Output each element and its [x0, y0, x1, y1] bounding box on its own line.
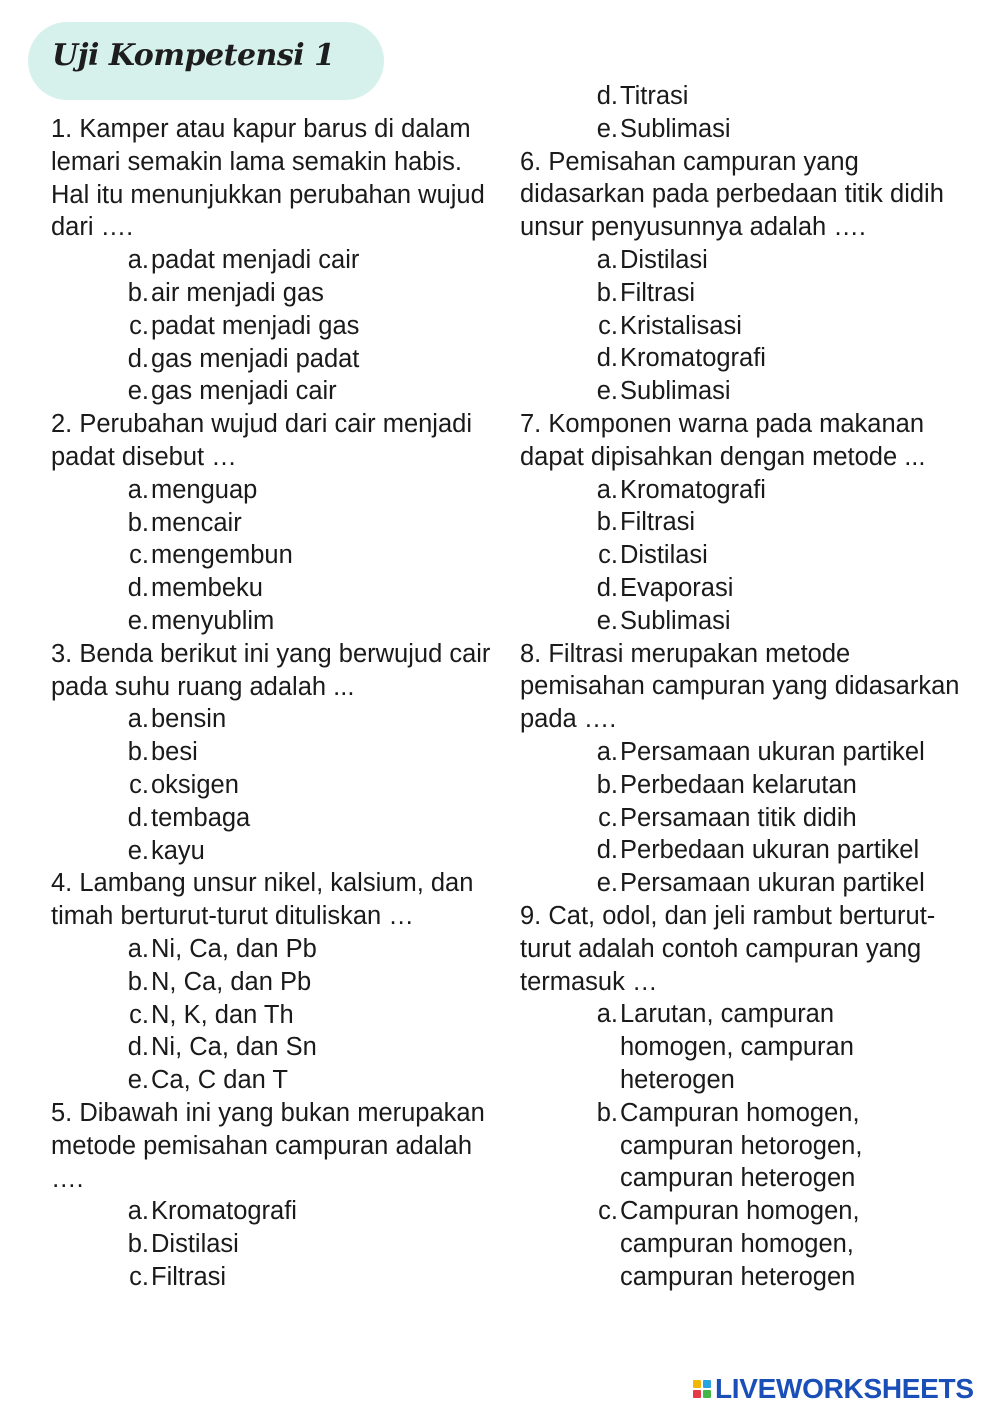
option-2b[interactable]: b. mencair — [127, 508, 242, 537]
question-text: 1. Kamper atau kapur barus di dalam lemari semakin lama semakin habis. Hal itu menunjukkan perubahan wujud dari …. — [51, 115, 485, 242]
option-8e[interactable]: e. Persamaan ukuran partikel — [596, 869, 925, 898]
option-7d[interactable]: d. Evaporasi — [596, 573, 734, 602]
question-text: 8. Filtrasi merupakan metode pemisahan campuran yang didasarkan pada …. — [520, 639, 960, 734]
left-column — [51, 113, 501, 1294]
question-text: 6. Pemisahan campuran yang didasarkan pada perbedaan titik didih unsur penyusunnya adalah …. — [520, 147, 944, 242]
option-9b[interactable]: b. Campuran homogen, campuran hetorogen, campuran heterogen — [596, 1098, 863, 1193]
question-2 — [51, 408, 501, 638]
option-2a[interactable]: a. menguap — [127, 475, 258, 504]
option-6c[interactable]: c. Kristalisasi — [598, 311, 742, 340]
option-9a[interactable]: a. Larutan, campuran homogen, campuran heterogen — [596, 1000, 854, 1094]
question-text: 3. Benda berikut ini yang berwujud cair pada suhu ruang adalah ... — [51, 639, 491, 701]
option-9c[interactable]: c. Campuran homogen, campuran homogen, campuran heterogen — [598, 1197, 860, 1291]
option-5d[interactable]: d. Titrasi — [596, 82, 689, 110]
option-8c[interactable]: c. Persamaan titik didih — [598, 803, 857, 832]
option-8d[interactable]: d. Perbedaan ukuran partikel — [596, 836, 920, 865]
question-8 — [520, 638, 980, 900]
option-2e[interactable]: e. menyublim — [127, 606, 275, 635]
logo-grid-icon — [693, 1380, 711, 1398]
option-7c[interactable]: c. Distilasi — [598, 541, 708, 570]
option-1e[interactable]: e. gas menjadi cair — [127, 377, 337, 406]
option-1d[interactable]: d. gas menjadi padat — [127, 344, 360, 373]
question-text: 2. Perubahan wujud dari cair menjadi padat disebut … — [51, 410, 472, 471]
option-7b[interactable]: b. Filtrasi — [596, 508, 696, 537]
option-6e[interactable]: e. Sublimasi — [596, 377, 731, 406]
question-4 — [51, 867, 501, 1097]
option-2d[interactable]: d. membeku — [127, 574, 263, 603]
question-text: 4. Lambang unsur nikel, kalsium, dan timah berturut-turut dituliskan … — [51, 869, 474, 931]
option-2c[interactable]: c. mengembun — [129, 541, 293, 570]
option-5a[interactable]: a. Kromatografi — [127, 1197, 297, 1226]
question-text: 5. Dibawah ini yang bukan merupakan metode pemisahan campuran adalah …. — [51, 1098, 485, 1193]
option-4d[interactable]: d. Ni, Ca, dan Sn — [127, 1033, 317, 1062]
option-1c[interactable]: c. padat menjadi gas — [129, 311, 360, 340]
question-3 — [51, 638, 501, 868]
option-5c[interactable]: c. Filtrasi — [129, 1262, 227, 1291]
option-3b[interactable]: b. besi — [127, 738, 198, 767]
page-title: Uji Kompetensi 1 — [52, 38, 335, 73]
option-6b[interactable]: b. Filtrasi — [596, 278, 696, 307]
option-4c[interactable]: c. N, K, dan Th — [129, 1000, 294, 1029]
option-5e[interactable]: e. Sublimasi — [596, 114, 731, 143]
brand-name: LIVEWORKSHEETS — [715, 1373, 974, 1404]
liveworksheets-logo — [693, 1374, 974, 1404]
option-3c[interactable]: c. oksigen — [129, 770, 239, 799]
option-8b[interactable]: b. Perbedaan kelarutan — [596, 770, 857, 799]
option-3e[interactable]: e. kayu — [127, 836, 205, 865]
question-7 — [520, 408, 980, 638]
question-1 — [51, 113, 501, 408]
option-6a[interactable]: a. Distilasi — [596, 245, 708, 274]
option-4a[interactable]: a. Ni, Ca, dan Pb — [127, 934, 317, 963]
option-1a[interactable]: a. padat menjadi cair — [127, 246, 360, 275]
right-column — [520, 80, 980, 1293]
option-3d[interactable]: d. tembaga — [127, 803, 251, 832]
question-text: 7. Komponen warna pada makanan dapat dipisahkan dengan metode ... — [520, 409, 926, 471]
option-7e[interactable]: e. Sublimasi — [596, 606, 731, 635]
option-4b[interactable]: b. N, Ca, dan Pb — [127, 967, 312, 996]
option-5b[interactable]: b. Distilasi — [127, 1230, 239, 1259]
option-8a[interactable]: a. Persamaan ukuran partikel — [596, 737, 925, 766]
question-5-continued — [520, 80, 980, 146]
question-9 — [520, 900, 980, 1294]
option-4e[interactable]: e. Ca, C dan T — [127, 1066, 289, 1095]
option-3a[interactable]: a. bensin — [127, 705, 227, 734]
question-text: 9. Cat, odol, dan jeli rambut berturut-turut adalah contoh campuran yang termasuk … — [520, 901, 936, 996]
question-5 — [51, 1097, 501, 1294]
option-7a[interactable]: a. Kromatografi — [596, 475, 766, 504]
option-1b[interactable]: b. air menjadi gas — [127, 278, 324, 307]
question-6 — [520, 146, 980, 408]
option-6d[interactable]: d. Kromatografi — [596, 344, 766, 373]
